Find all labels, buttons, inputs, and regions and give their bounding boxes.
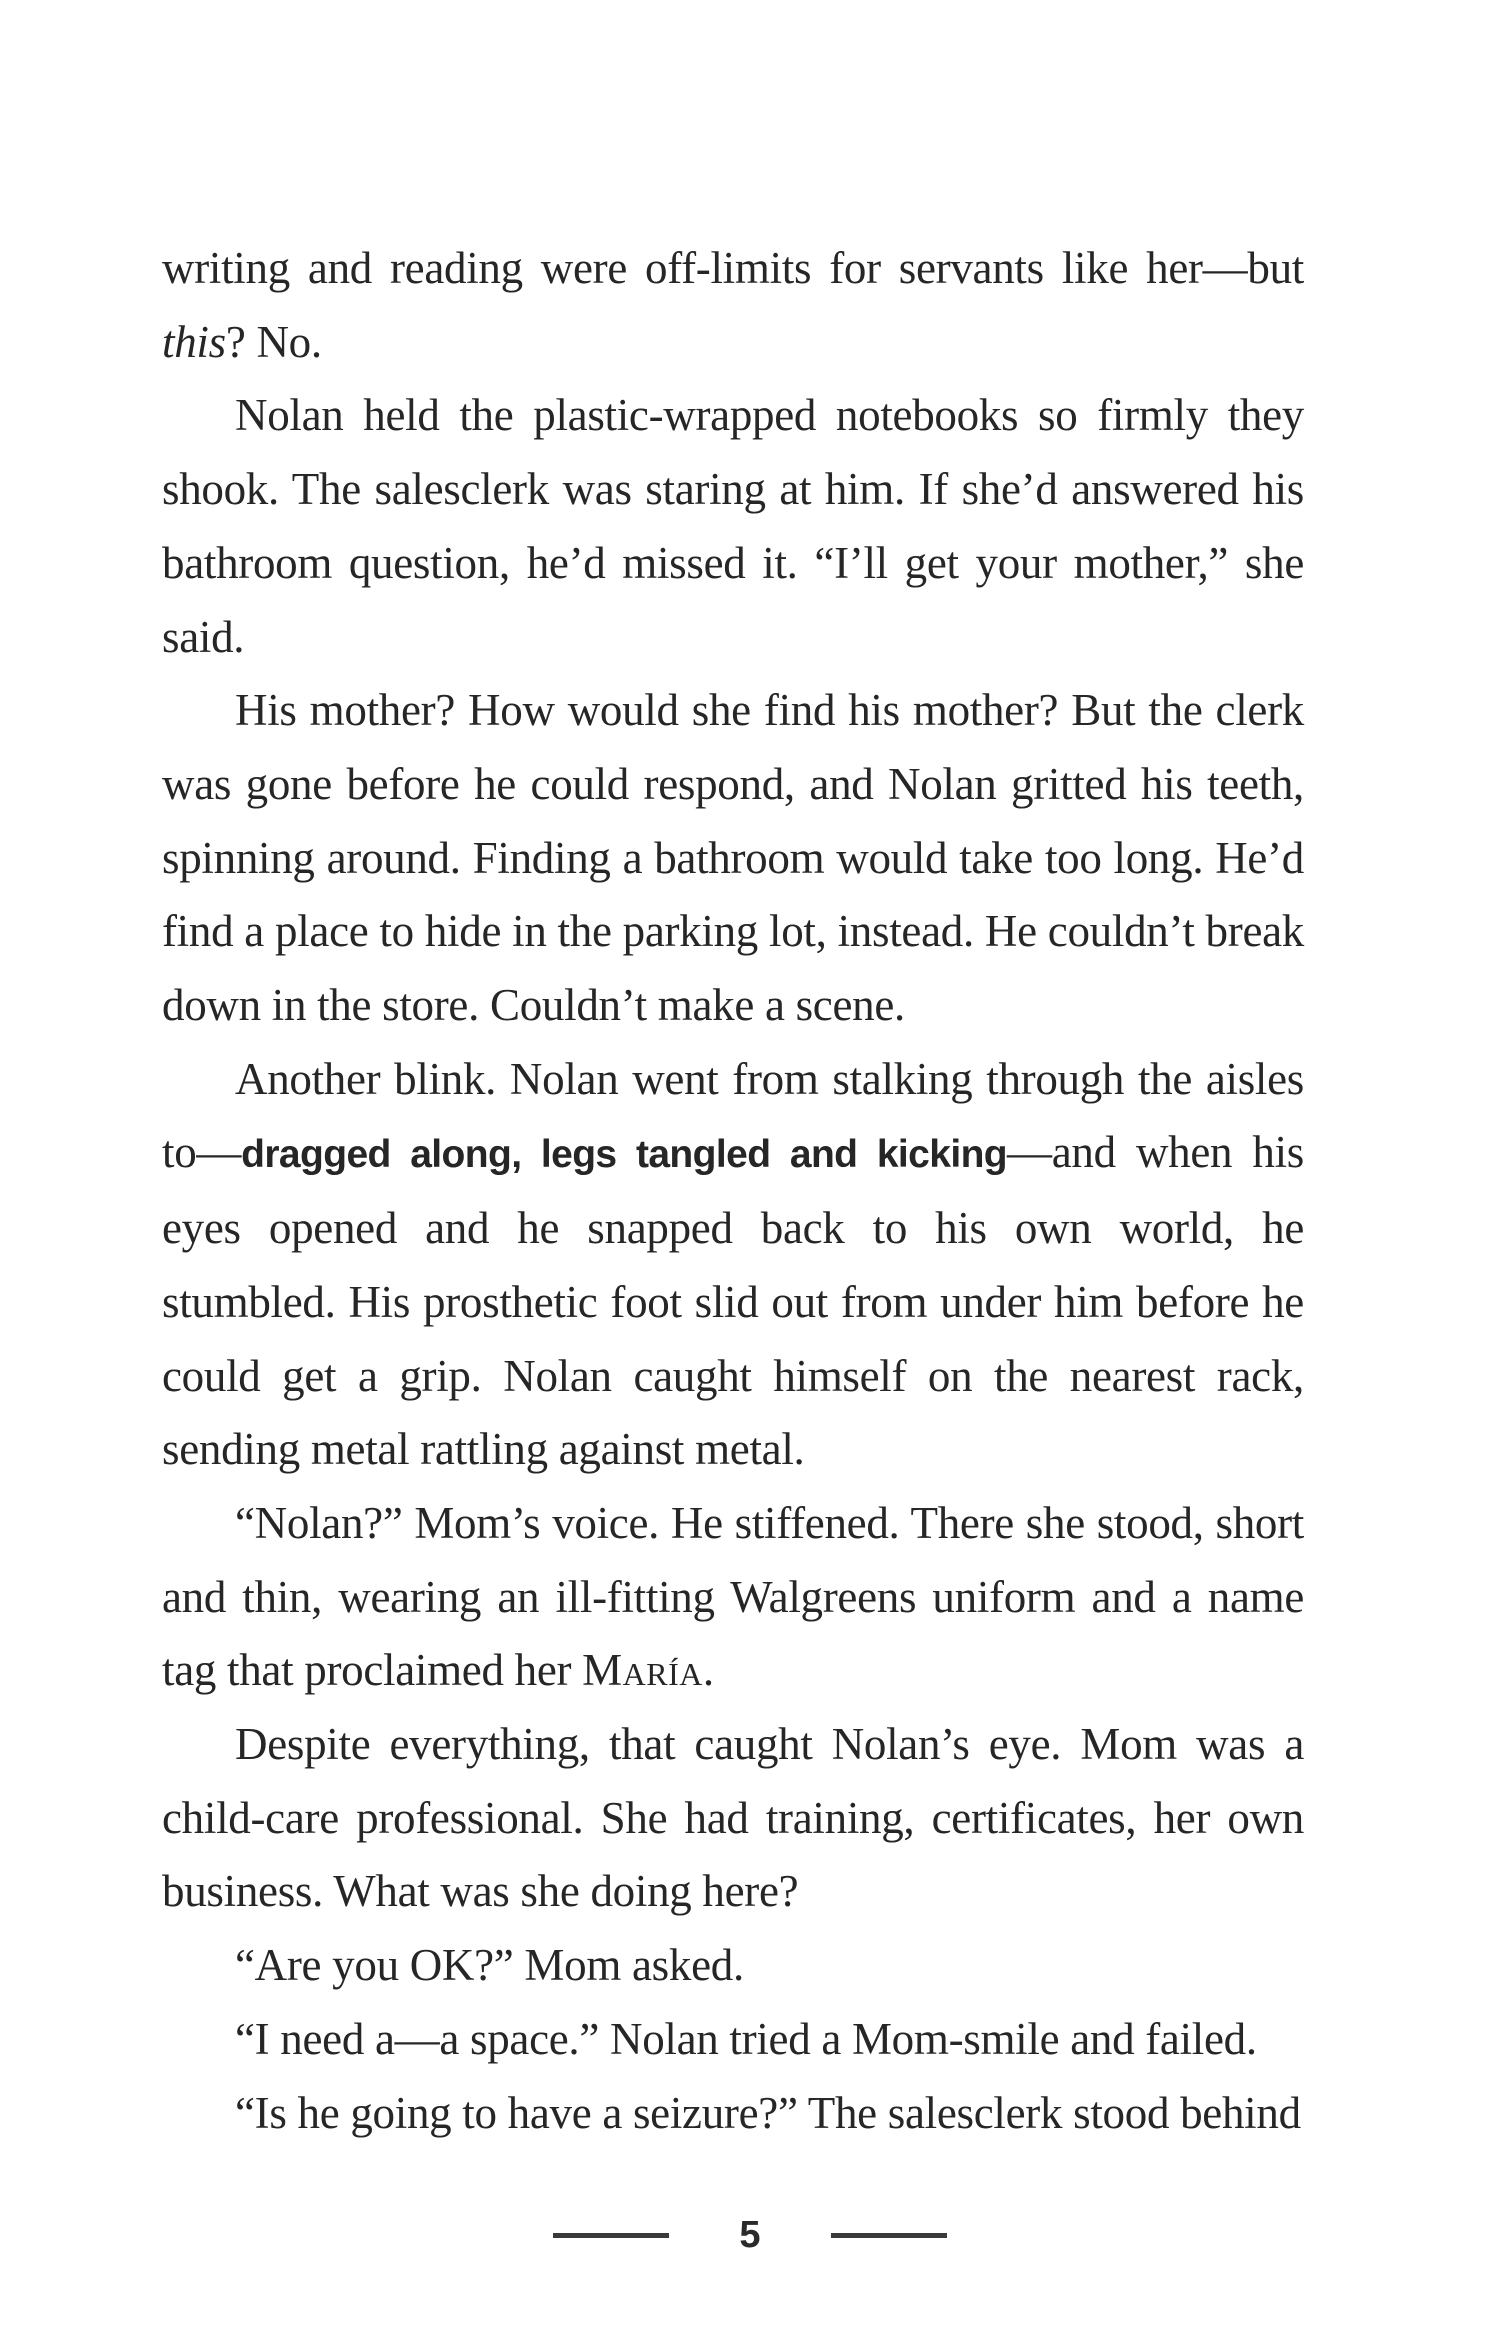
text-run: Another blink. Nolan went from stalking through the aisles to—	[162, 1053, 1304, 1178]
text-run: —and when his eyes opened and he snapped back to his own world, he stumbled. His prosthetic foot slid out from under him before he could get a grip. Nolan caught himself on the nearest rack, sending metal rattling against metal.	[162, 1127, 1305, 1475]
footer-rule-left	[553, 2233, 669, 2238]
name-tag-text: María	[582, 1645, 703, 1696]
paragraph	[162, 1487, 1304, 1708]
footer-rule-right	[831, 2233, 947, 2238]
text-run: His mother? How would she find his mother? But the clerk was gone before he could respond, and Nolan gritted his teeth, spinning around. Finding a bathroom would take too long. He’d find a place to hide in the parking lot, instead. He couldn’t break down in the store. Couldn’t make a scene.	[162, 685, 1304, 1031]
text-run: “Nolan?” Mom’s voice. He stiffened. There she stood, short and thin, wearing an ill-fitting Walgreens uniform and a name tag that proclaimed her	[162, 1497, 1304, 1696]
text-run: “Are you OK?” Mom asked.	[235, 1940, 744, 1991]
paragraph	[162, 1708, 1304, 1929]
text-run: Nolan held the plastic-wrapped notebooks so firmly they shook. The salesclerk was staring at him. If she’d answered his bathroom question, he’d missed it. “I’ll get your mother,” she said.	[162, 390, 1304, 662]
paragraph	[162, 232, 1304, 379]
paragraph	[162, 2003, 1304, 2077]
paragraph	[162, 379, 1304, 674]
paragraph	[162, 1043, 1304, 1487]
paragraph	[162, 2077, 1304, 2151]
italic-text: this	[162, 316, 226, 367]
page-number: 5	[739, 2213, 761, 2256]
flashback-text: dragged along, legs tangled and kicking	[241, 1133, 1008, 1177]
paragraph	[162, 1929, 1304, 2003]
text-run: writing and reading were off-limits for servants like her—but	[162, 243, 1304, 293]
page-footer	[0, 2205, 1500, 2265]
text-run: .	[702, 1645, 714, 1696]
text-run: “Is he going to have a seizure?” The salesclerk stood behind	[235, 2087, 1301, 2138]
text-run: Despite everything, that caught Nolan’s eye. Mom was a child-care professional. She had training, certificates, her own business. What was she doing here?	[162, 1719, 1304, 1917]
paragraph	[162, 674, 1304, 1043]
text-run: “I need a—a space.” Nolan tried a Mom-smile and failed.	[235, 2013, 1257, 2064]
text-run: ? No.	[225, 316, 322, 367]
body-text	[162, 232, 1304, 2150]
